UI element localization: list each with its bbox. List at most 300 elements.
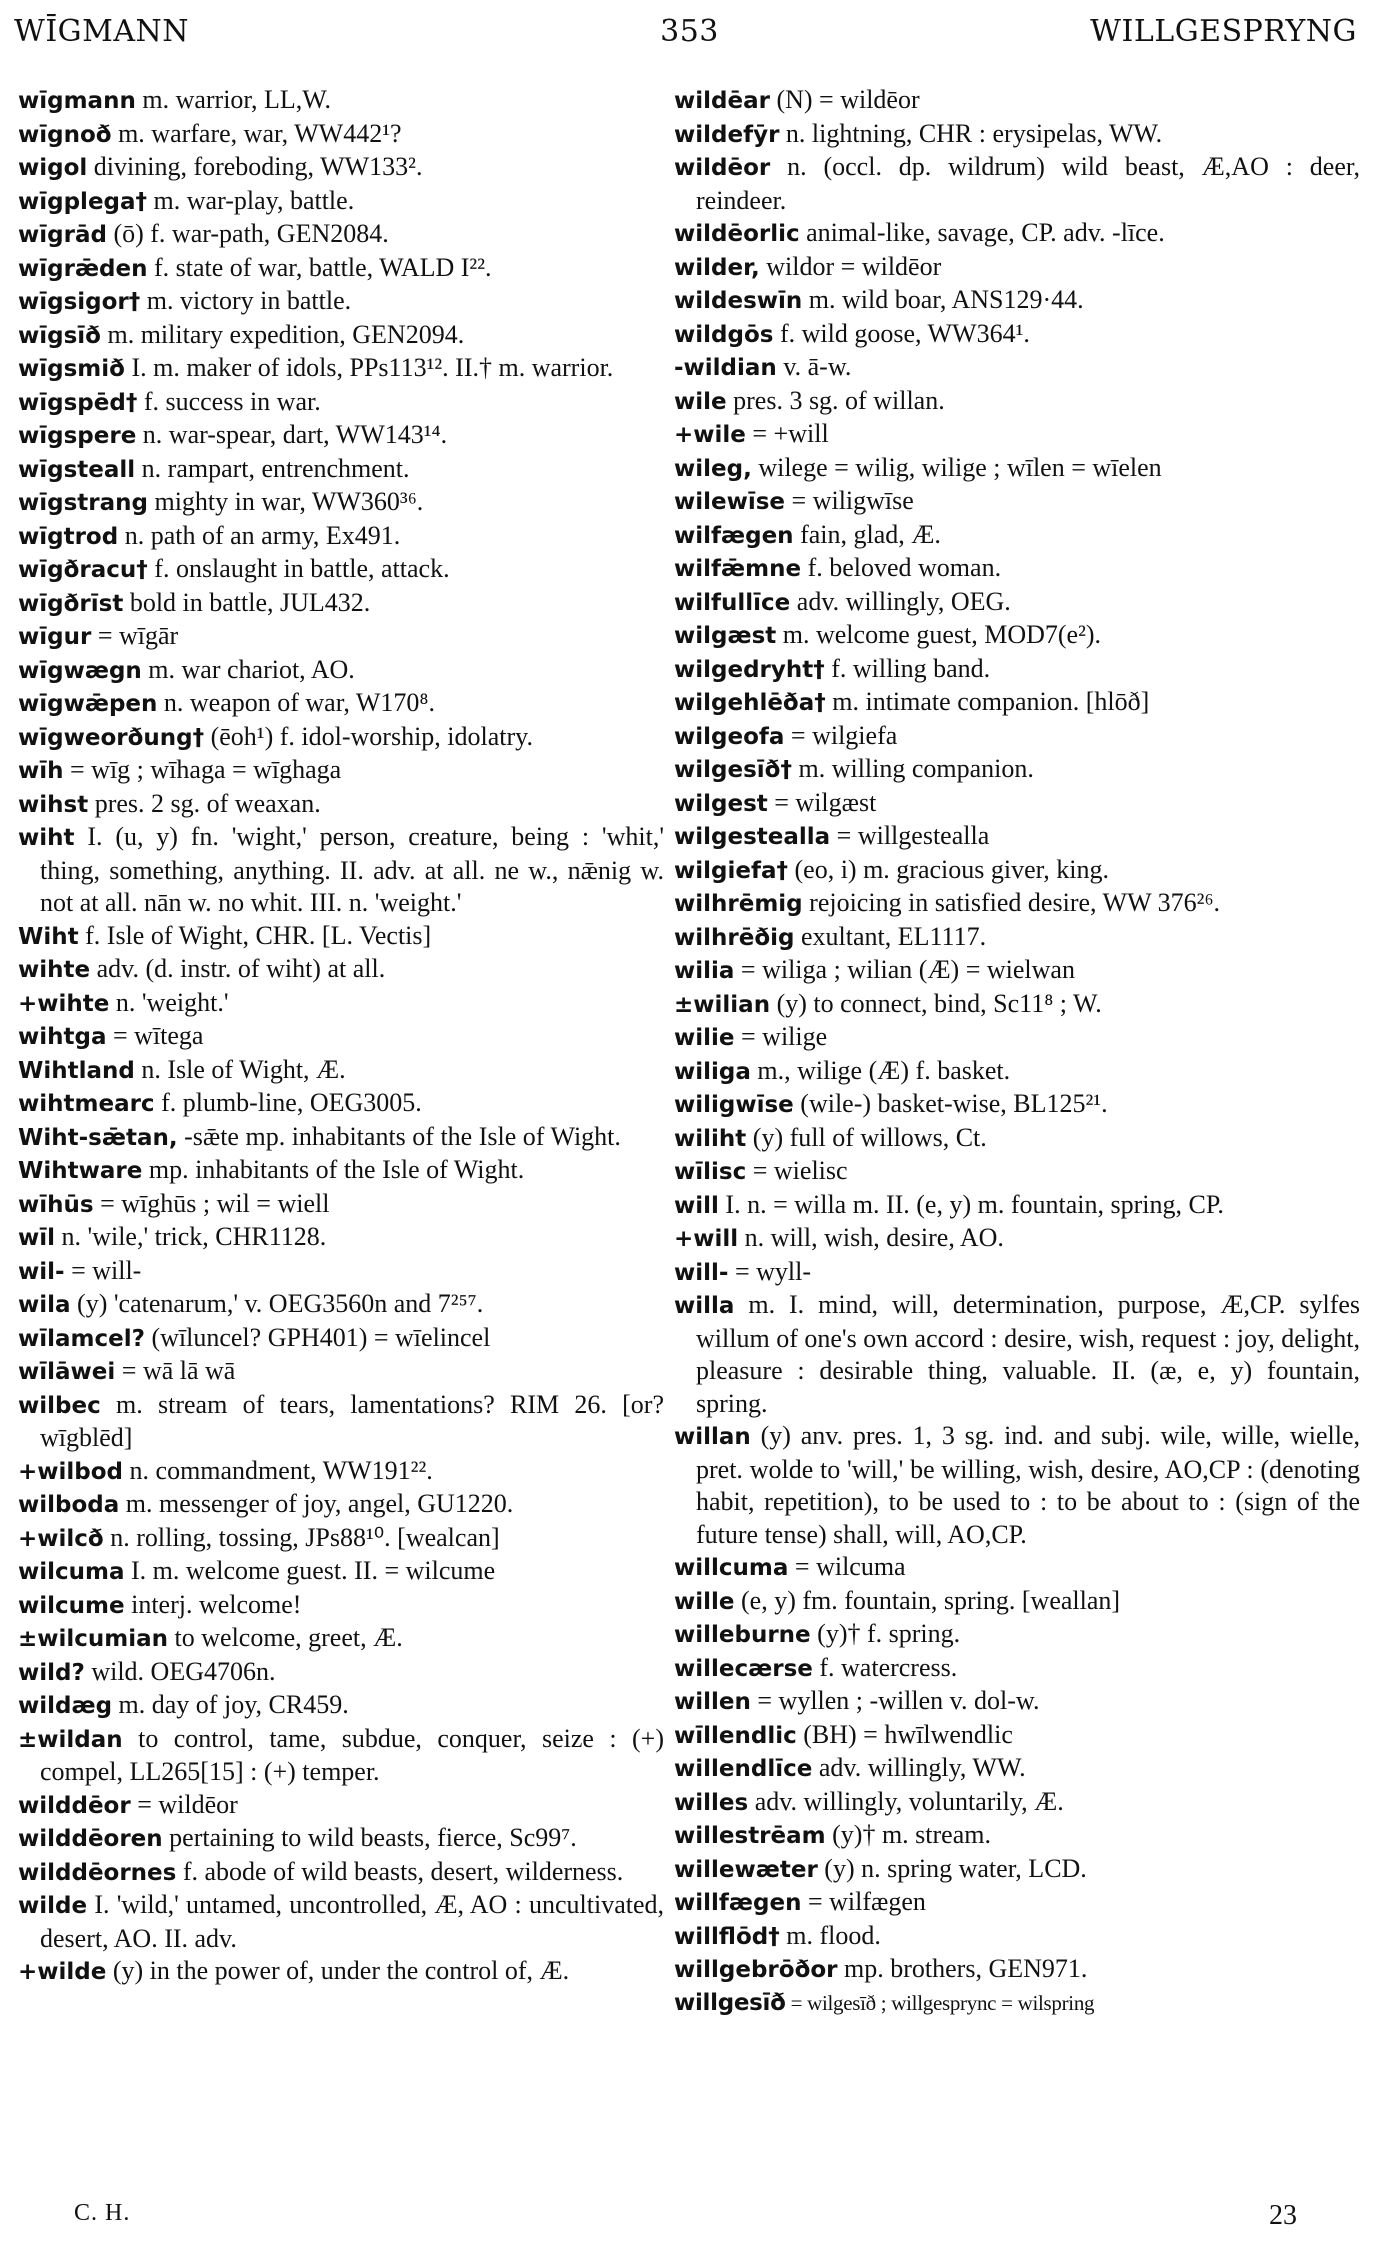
dictionary-entry xyxy=(674,988,1360,1022)
entry-definition: = wiliga ; wilian (Æ) = wielwan xyxy=(740,955,1075,984)
dictionary-entry xyxy=(18,1955,664,1989)
dictionary-entry xyxy=(674,1585,1360,1619)
entry-headword: +wihte xyxy=(18,990,110,1017)
dictionary-entry xyxy=(18,1522,664,1556)
entry-headword: wille xyxy=(674,1588,735,1615)
entry-definition: n. commandment, WW191²². xyxy=(129,1455,433,1485)
dictionary-entry xyxy=(674,217,1360,251)
entry-definition: m. victory in battle. xyxy=(146,286,352,315)
dictionary-entry xyxy=(18,285,664,319)
dictionary-entry xyxy=(674,1786,1360,1820)
dictionary-entry xyxy=(18,721,664,755)
dictionary-entry xyxy=(674,351,1360,385)
dictionary-entry xyxy=(18,1221,664,1255)
entry-definition: (y)† f. spring. xyxy=(817,1619,961,1648)
entry-headword: wīgwægn xyxy=(18,657,142,684)
dictionary-entry xyxy=(18,319,664,353)
entry-definition: wilege = wilig, wilige ; wīlen = wīelen xyxy=(758,452,1162,482)
dictionary-entry xyxy=(18,1455,664,1489)
entry-headword: +wilde xyxy=(18,1959,107,1985)
entry-headword: wildēar xyxy=(674,88,770,114)
dictionary-entry xyxy=(674,1618,1360,1652)
entry-definition: (ō) f. war-path, GEN2084. xyxy=(113,219,389,248)
dictionary-entry xyxy=(674,1420,1360,1551)
dictionary-entry xyxy=(18,1822,664,1856)
dictionary-entry xyxy=(18,821,664,920)
entry-headword: ±wildan xyxy=(18,1726,123,1753)
dictionary-entry xyxy=(18,352,664,386)
entry-headword: wilddēoren xyxy=(18,1826,163,1852)
dictionary-entry xyxy=(18,987,664,1021)
entry-definition: mp. inhabitants of the Isle of Wight. xyxy=(148,1155,525,1184)
entry-definition: f. willing band. xyxy=(831,653,991,683)
entry-definition: = wilgæst xyxy=(774,787,877,817)
entry-headword: wīgsīð xyxy=(18,322,101,349)
dictionary-entry xyxy=(674,921,1360,955)
entry-headword: wilcuma xyxy=(18,1559,125,1585)
entry-definition: f. abode of wild beasts, desert, wilderness. xyxy=(182,1856,624,1886)
entry-headword: wilfægen xyxy=(674,522,794,549)
entry-headword: wild? xyxy=(18,1659,85,1686)
dictionary-entry xyxy=(674,118,1360,152)
entry-definition: mp. brothers, GEN971. xyxy=(844,1954,1088,1983)
entry-headword: wildefȳr xyxy=(674,121,780,148)
entry-headword: willestrēam xyxy=(674,1823,826,1849)
entry-definition: m. intimate companion. [hlōð] xyxy=(832,687,1150,716)
dictionary-entry xyxy=(674,318,1360,352)
dictionary-entry xyxy=(674,1953,1360,1987)
entry-headword: wigol xyxy=(18,155,88,181)
entry-headword: willen xyxy=(674,1689,751,1715)
entry-definition: = will- xyxy=(71,1255,142,1285)
entry-definition: = wā lā wā xyxy=(121,1356,236,1385)
dictionary-entry xyxy=(18,1154,664,1188)
dictionary-entry xyxy=(674,686,1360,720)
dictionary-entry xyxy=(674,1551,1360,1585)
dictionary-entry xyxy=(674,452,1360,486)
entry-definition: adv. (d. instr. of wiht) at all. xyxy=(96,954,386,983)
entry-definition: m. willing companion. xyxy=(798,754,1034,783)
entry-headword: wilia xyxy=(674,958,735,984)
entry-headword: wīlisc xyxy=(674,1159,747,1185)
dictionary-entry xyxy=(18,1355,664,1389)
entry-definition: = wyllen ; -willen v. dol-w. xyxy=(757,1686,1040,1715)
dictionary-entry xyxy=(674,151,1360,217)
entry-definition: I. n. = willa m. II. (e, y) m. fountain, spring, CP. xyxy=(725,1189,1224,1219)
entry-headword: wīgtrod xyxy=(18,523,119,550)
entry-headword: wilhrēðig xyxy=(674,924,795,951)
entry-headword: wildæg xyxy=(18,1693,113,1719)
entry-headword: wildeswīn xyxy=(674,288,803,314)
dictionary-entry xyxy=(18,486,664,520)
entry-headword: wīhūs xyxy=(18,1191,94,1218)
entry-headword: +wile xyxy=(674,422,746,448)
entry-definition: = wilfægen xyxy=(807,1887,926,1916)
entry-definition: n. war-spear, dart, WW143¹⁴. xyxy=(142,420,448,449)
entry-definition: (y) n. spring water, LCD. xyxy=(824,1853,1087,1883)
entry-headword: willflōd† xyxy=(674,1923,780,1950)
dictionary-entry xyxy=(18,1255,664,1289)
dictionary-entry xyxy=(674,753,1360,787)
entry-headword: wilewīse xyxy=(674,489,786,515)
entry-definition: (e, y) fm. fountain, spring. [weallan] xyxy=(741,1585,1121,1615)
entry-headword: wīlāwei xyxy=(18,1359,116,1385)
entry-headword: wilde xyxy=(18,1893,88,1919)
dictionary-entry xyxy=(18,1856,664,1890)
entry-definition: = wiligwīse xyxy=(791,486,914,515)
entry-definition: m. war chariot, AO. xyxy=(148,654,355,684)
entry-definition: I. (u, y) fn. 'wight,' person, creature, being : 'whit,' thing, something, anything. II. adv. at all. ne w., nǣnig w. not at all. nān w. no whit. III. n. 'weight.' xyxy=(40,822,665,917)
entry-definition: f. watercress. xyxy=(819,1652,958,1682)
dictionary-entry xyxy=(674,1122,1360,1156)
entry-headword: wīgwǣpen xyxy=(18,691,158,717)
entry-definition: n. (occl. dp. wildrum) wild beast, Æ,AO : deer, reindeer. xyxy=(696,152,1361,215)
entry-definition: f. wild goose, WW364¹. xyxy=(779,318,1030,348)
entry-headword: wilgestealla xyxy=(674,824,831,850)
dictionary-entry xyxy=(18,386,664,420)
entry-headword: Wihtland xyxy=(18,1057,135,1084)
entry-headword: will xyxy=(674,1192,719,1219)
dictionary-entry xyxy=(674,1920,1360,1954)
entry-headword: wiliga xyxy=(674,1058,751,1085)
dictionary-entry xyxy=(18,1622,664,1656)
entry-headword: wīlamcel? xyxy=(18,1325,145,1352)
dictionary-entry xyxy=(18,453,664,487)
entry-headword: ±wilcumian xyxy=(18,1626,169,1652)
entry-definition: m. flood. xyxy=(786,1920,881,1950)
dictionary-entry xyxy=(674,1222,1360,1256)
entry-headword: ±wilian xyxy=(674,991,771,1018)
entry-definition: = wītega xyxy=(113,1021,204,1050)
dictionary-entry xyxy=(18,1020,664,1054)
entry-headword: wilfǣmne xyxy=(674,556,802,582)
dictionary-entry xyxy=(674,887,1360,921)
dictionary-entry xyxy=(18,620,664,654)
dictionary-entry xyxy=(18,1054,664,1088)
entry-definition: (y)† m. stream. xyxy=(832,1820,991,1849)
entry-definition: animal-like, savage, CP. adv. -līce. xyxy=(806,218,1165,247)
dictionary-entry xyxy=(18,1322,664,1356)
entry-headword: wila xyxy=(18,1292,71,1318)
dictionary-entry xyxy=(18,754,664,788)
entry-headword: wīgnoð xyxy=(18,121,112,148)
entry-definition: = wīghūs ; wil = wiell xyxy=(100,1188,330,1218)
entry-headword: wīgweorðung† xyxy=(18,724,205,751)
dictionary-entry xyxy=(674,1055,1360,1089)
entry-headword: wihtga xyxy=(18,1024,107,1050)
entry-definition: = +will xyxy=(752,419,829,448)
entry-definition: m. warfare, war, WW442¹? xyxy=(118,118,402,148)
dictionary-entry xyxy=(18,151,664,185)
dictionary-entry xyxy=(18,587,664,621)
dictionary-entry xyxy=(18,252,664,286)
entry-headword: wiht xyxy=(18,825,75,851)
entry-headword: +wilbod xyxy=(18,1458,124,1485)
entry-headword: wiliht xyxy=(674,1125,747,1152)
entry-headword: wilbec xyxy=(18,1392,101,1419)
dictionary-entry xyxy=(18,953,664,987)
entry-definition: f. state of war, battle, WALD I²². xyxy=(153,252,492,282)
right-column xyxy=(674,84,1360,2019)
entry-headword: -wildian xyxy=(674,355,777,381)
entry-definition: bold in battle, JUL432. xyxy=(129,587,371,617)
entry-headword: wilgeofa xyxy=(674,723,785,750)
dictionary-entry xyxy=(18,218,664,252)
entry-definition: n. lightning, CHR : erysipelas, WW. xyxy=(785,118,1163,148)
entry-definition: fain, glad, Æ. xyxy=(800,519,941,549)
entry-headword: willgebrōðor xyxy=(674,1957,838,1983)
entry-headword: willewæter xyxy=(674,1856,818,1883)
entry-definition: n. weapon of war, W170⁸. xyxy=(163,688,435,717)
entry-definition: m. stream of tears, lamentations? RIM 26. [or? wīgblēd] xyxy=(40,1389,665,1452)
entry-definition: f. plumb-line, OEG3005. xyxy=(161,1088,422,1117)
entry-definition: mighty in war, WW360³⁶. xyxy=(154,487,424,516)
page-number: 353 xyxy=(660,14,719,49)
entry-definition: wildor = wildēor xyxy=(766,251,942,281)
entry-headword: wilddēor xyxy=(18,1792,131,1819)
entry-headword: wihtmearc xyxy=(18,1091,155,1117)
entry-headword: willan xyxy=(674,1424,751,1450)
entry-definition: m. wild boar, ANS129·44. xyxy=(808,285,1084,314)
dictionary-entry xyxy=(674,653,1360,687)
dictionary-entry xyxy=(674,954,1360,988)
entry-definition: m. messenger of joy, angel, GU1220. xyxy=(125,1489,514,1518)
entry-definition: to welcome, greet, Æ. xyxy=(174,1623,403,1652)
dictionary-entry xyxy=(674,820,1360,854)
entry-headword: wīgsigor† xyxy=(18,289,141,315)
entry-headword: wilboda xyxy=(18,1492,120,1518)
dictionary-entry xyxy=(18,419,664,453)
running-head-left: WĪGMANN xyxy=(14,14,190,49)
dictionary-entry xyxy=(674,1819,1360,1853)
dictionary-entry xyxy=(674,586,1360,620)
entry-definition: f. beloved woman. xyxy=(807,553,1002,582)
entry-definition: exultant, EL1117. xyxy=(800,921,987,951)
entry-definition: f. Isle of Wight, CHR. [L. Vectis] xyxy=(85,920,432,950)
entry-definition: (y) anv. pres. 1, 3 sg. ind. and subj. wile, wille, wielle, pret. wolde to 'will,' be willing, wish, desire, AO,CP : (denoting habit, repetition), to be used to : to be about to : (sign of the future tense) shall, will, AO,CP. xyxy=(696,1421,1360,1549)
entry-headword: wīgmann xyxy=(18,88,136,114)
dictionary-entry xyxy=(18,553,664,587)
dictionary-entry xyxy=(674,485,1360,519)
dictionary-entry xyxy=(18,118,664,152)
entry-definition: f. success in war. xyxy=(143,386,321,416)
dictionary-entry xyxy=(18,1288,664,1322)
dictionary-entry xyxy=(674,84,1360,118)
left-column xyxy=(18,84,664,1989)
entry-definition: (eo, i) m. gracious giver, king. xyxy=(794,854,1109,884)
entry-headword: wīgðrīst xyxy=(18,590,124,617)
entry-definition: = wildēor xyxy=(137,1789,238,1819)
entry-headword: willendlīce xyxy=(674,1756,813,1782)
entry-definition: to control, tame, subdue, conquer, seize : (+) compel, LL265[15] : (+) temper. xyxy=(40,1723,665,1786)
dictionary-entry xyxy=(674,1155,1360,1189)
dictionary-entry xyxy=(18,1188,664,1222)
entry-definition: wild. OEG4706n. xyxy=(91,1656,276,1686)
entry-definition: (wīluncel? GPH401) = wīelincel xyxy=(151,1322,491,1352)
entry-headword: wilcume xyxy=(18,1592,125,1619)
entry-definition: adv. willingly, WW. xyxy=(818,1753,1026,1782)
dictionary-entry xyxy=(18,185,664,219)
entry-headword: will- xyxy=(674,1259,729,1286)
entry-headword: wilgest xyxy=(674,790,768,817)
entry-headword: wīgsteall xyxy=(18,456,136,483)
entry-definition: n. will, wish, desire, AO. xyxy=(744,1223,1004,1252)
dictionary-entry xyxy=(674,1853,1360,1887)
entry-definition: pres. 2 sg. of weaxan. xyxy=(94,788,321,818)
dictionary-entry xyxy=(674,1719,1360,1753)
dictionary-entry xyxy=(18,1723,664,1789)
entry-definition: = wilgesīð ; willgesprync = wilspring xyxy=(790,1990,1095,2015)
entry-definition: interj. welcome! xyxy=(131,1589,302,1619)
entry-definition: n. Isle of Wight, Æ. xyxy=(141,1054,346,1084)
entry-definition: (y) full of willows, Ct. xyxy=(752,1122,987,1152)
running-head-right: WILLGESPRYNG xyxy=(1090,14,1357,49)
entry-definition: = wīg ; wīhaga = wīghaga xyxy=(70,755,342,784)
dictionary-entry xyxy=(18,1087,664,1121)
dictionary-entry xyxy=(674,385,1360,419)
entry-definition: = wyll- xyxy=(734,1256,811,1286)
entry-headword: wildgōs xyxy=(674,321,774,348)
dictionary-entry xyxy=(18,687,664,721)
dictionary-entry xyxy=(674,619,1360,653)
entry-definition: = wilgiefa xyxy=(790,720,898,750)
dictionary-entry xyxy=(674,284,1360,318)
entry-definition: divining, foreboding, WW133². xyxy=(93,152,423,181)
entry-definition: (ēoh¹) f. idol-worship, idolatry. xyxy=(210,721,533,751)
dictionary-entry xyxy=(18,1121,664,1155)
entry-definition: v. ā-w. xyxy=(783,352,852,381)
entry-definition: -sǣte mp. inhabitants of the Isle of Wight. xyxy=(184,1121,621,1151)
entry-headword: willecærse xyxy=(674,1655,813,1682)
entry-definition: f. onslaught in battle, attack. xyxy=(154,554,450,583)
dictionary-entry xyxy=(674,418,1360,452)
dictionary-entry xyxy=(18,920,664,954)
dictionary-entry xyxy=(18,1889,664,1955)
entry-definition: m. I. mind, will, determination, purpose, Æ,CP. sylfes willum of one's own accord : desire, wish, request : joy, delight, pleasure : desirable thing, valuable. II. (æ, e, y) fountain, spring. xyxy=(696,1290,1361,1418)
dictionary-entry xyxy=(674,854,1360,888)
entry-definition: (wile-) basket-wise, BL125²¹. xyxy=(800,1089,1108,1118)
entry-headword: wilgehlēða† xyxy=(674,690,826,716)
entry-headword: wilfullīce xyxy=(674,589,791,616)
entry-headword: wilder, xyxy=(674,254,760,281)
entry-headword: Wiht-sǣtan, xyxy=(18,1124,178,1151)
entry-headword: willes xyxy=(674,1789,749,1816)
entry-definition: pres. 3 sg. of willan. xyxy=(733,385,945,415)
entry-headword: wīgplega† xyxy=(18,188,148,215)
dictionary-entry xyxy=(674,1289,1360,1420)
entry-headword: wilgesīð† xyxy=(674,757,792,783)
dictionary-entry xyxy=(18,1389,664,1455)
entry-definition: (N) = wildēor xyxy=(776,85,920,114)
entry-definition: n. rolling, tossing, JPs88¹⁰. [wealcan] xyxy=(110,1522,500,1552)
entry-definition: I. 'wild,' untamed, uncontrolled, Æ, AO : uncultivated, desert, AO. II. adv. xyxy=(40,1890,664,1953)
entry-headword: wilgiefa† xyxy=(674,857,788,884)
entry-headword: Wihtware xyxy=(18,1158,143,1184)
entry-headword: willcuma xyxy=(674,1555,789,1581)
entry-headword: willgesīð xyxy=(674,1989,786,2016)
entry-definition: n. rampart, entrenchment. xyxy=(141,453,410,483)
dictionary-entry xyxy=(674,1256,1360,1290)
entry-definition: n. 'weight.' xyxy=(115,987,229,1017)
entry-headword: wildēor xyxy=(674,155,771,181)
entry-headword: Wiht xyxy=(18,923,79,950)
entry-headword: wīgsmið xyxy=(18,356,125,382)
dictionary-entry xyxy=(18,84,664,118)
entry-definition: m. warrior, LL,W. xyxy=(142,85,331,114)
dictionary-entry xyxy=(674,1987,1360,2020)
entry-definition: = wīgār xyxy=(97,621,179,650)
entry-definition: m. war-play, battle. xyxy=(153,185,355,215)
entry-definition: m., wilige (Æ) f. basket. xyxy=(757,1055,1011,1085)
entry-headword: wihst xyxy=(18,791,89,818)
dictionary-entry xyxy=(674,552,1360,586)
dictionary-entry xyxy=(18,1656,664,1690)
entry-headword: wīgspere xyxy=(18,423,137,449)
dictionary-entry xyxy=(18,520,664,554)
entry-definition: adv. willingly, OEG. xyxy=(796,586,1011,616)
entry-headword: wilgedryht† xyxy=(674,656,825,683)
entry-definition: rejoicing in satisfied desire, WW 376²⁶. xyxy=(809,888,1221,917)
dictionary-entry xyxy=(674,1189,1360,1223)
entry-headword: +will xyxy=(674,1226,739,1252)
entry-headword: wileg, xyxy=(674,455,752,482)
dictionary-entry xyxy=(18,1488,664,1522)
entry-definition: = willgestealla xyxy=(836,821,990,850)
entry-headword: wīh xyxy=(18,758,64,784)
dictionary-entry xyxy=(674,1685,1360,1719)
entry-headword: wihte xyxy=(18,957,91,983)
entry-definition: = wilcuma xyxy=(794,1552,906,1581)
entry-headword: wilddēornes xyxy=(18,1859,177,1886)
entry-headword: wīgðracu† xyxy=(18,557,148,583)
dictionary-entry xyxy=(674,251,1360,285)
entry-headword: wiligwīse xyxy=(674,1092,794,1118)
dictionary-entry xyxy=(674,1652,1360,1686)
dictionary-entry xyxy=(674,720,1360,754)
entry-headword: wilhrēmig xyxy=(674,891,803,917)
entry-headword: wil- xyxy=(18,1258,65,1285)
dictionary-entry xyxy=(18,788,664,822)
entry-headword: wīgrād xyxy=(18,222,107,248)
entry-headword: wilie xyxy=(674,1025,735,1051)
entry-definition: m. welcome guest, MOD7(e²). xyxy=(782,620,1102,649)
entry-definition: (y) in the power of, under the control of, Æ. xyxy=(112,1956,570,1985)
entry-headword: wīgur xyxy=(18,624,92,650)
signature-number: 23 xyxy=(1269,2200,1297,2231)
dictionary-entry xyxy=(18,1555,664,1589)
dictionary-entry xyxy=(18,1689,664,1723)
dictionary-entry xyxy=(674,519,1360,553)
dictionary-entry xyxy=(674,787,1360,821)
entry-definition: pertaining to wild beasts, fierce, Sc99⁷. xyxy=(169,1823,577,1852)
dictionary-entry xyxy=(18,654,664,688)
signature-mark: C. H. xyxy=(74,2200,131,2226)
entry-headword: wīgspēd† xyxy=(18,389,138,416)
entry-definition: (BH) = hwīlwendlic xyxy=(803,1719,1013,1749)
entry-definition: (y) 'catenarum,' v. OEG3560n and 7²⁵⁷. xyxy=(77,1289,484,1318)
entry-definition: n. path of an army, Ex491. xyxy=(124,520,401,550)
entry-definition: n. 'wile,' trick, CHR1128. xyxy=(61,1222,327,1251)
entry-headword: wīl xyxy=(18,1225,56,1251)
entry-headword: willeburne xyxy=(674,1622,811,1648)
entry-definition: m. day of joy, CR459. xyxy=(118,1690,349,1719)
entry-definition: m. military expedition, GEN2094. xyxy=(107,319,465,349)
dictionary-entry xyxy=(18,1789,664,1823)
dictionary-entry xyxy=(674,1021,1360,1055)
entry-headword: wīllendlic xyxy=(674,1722,797,1749)
entry-headword: +wilcð xyxy=(18,1525,104,1552)
entry-headword: wilgæst xyxy=(674,623,777,649)
